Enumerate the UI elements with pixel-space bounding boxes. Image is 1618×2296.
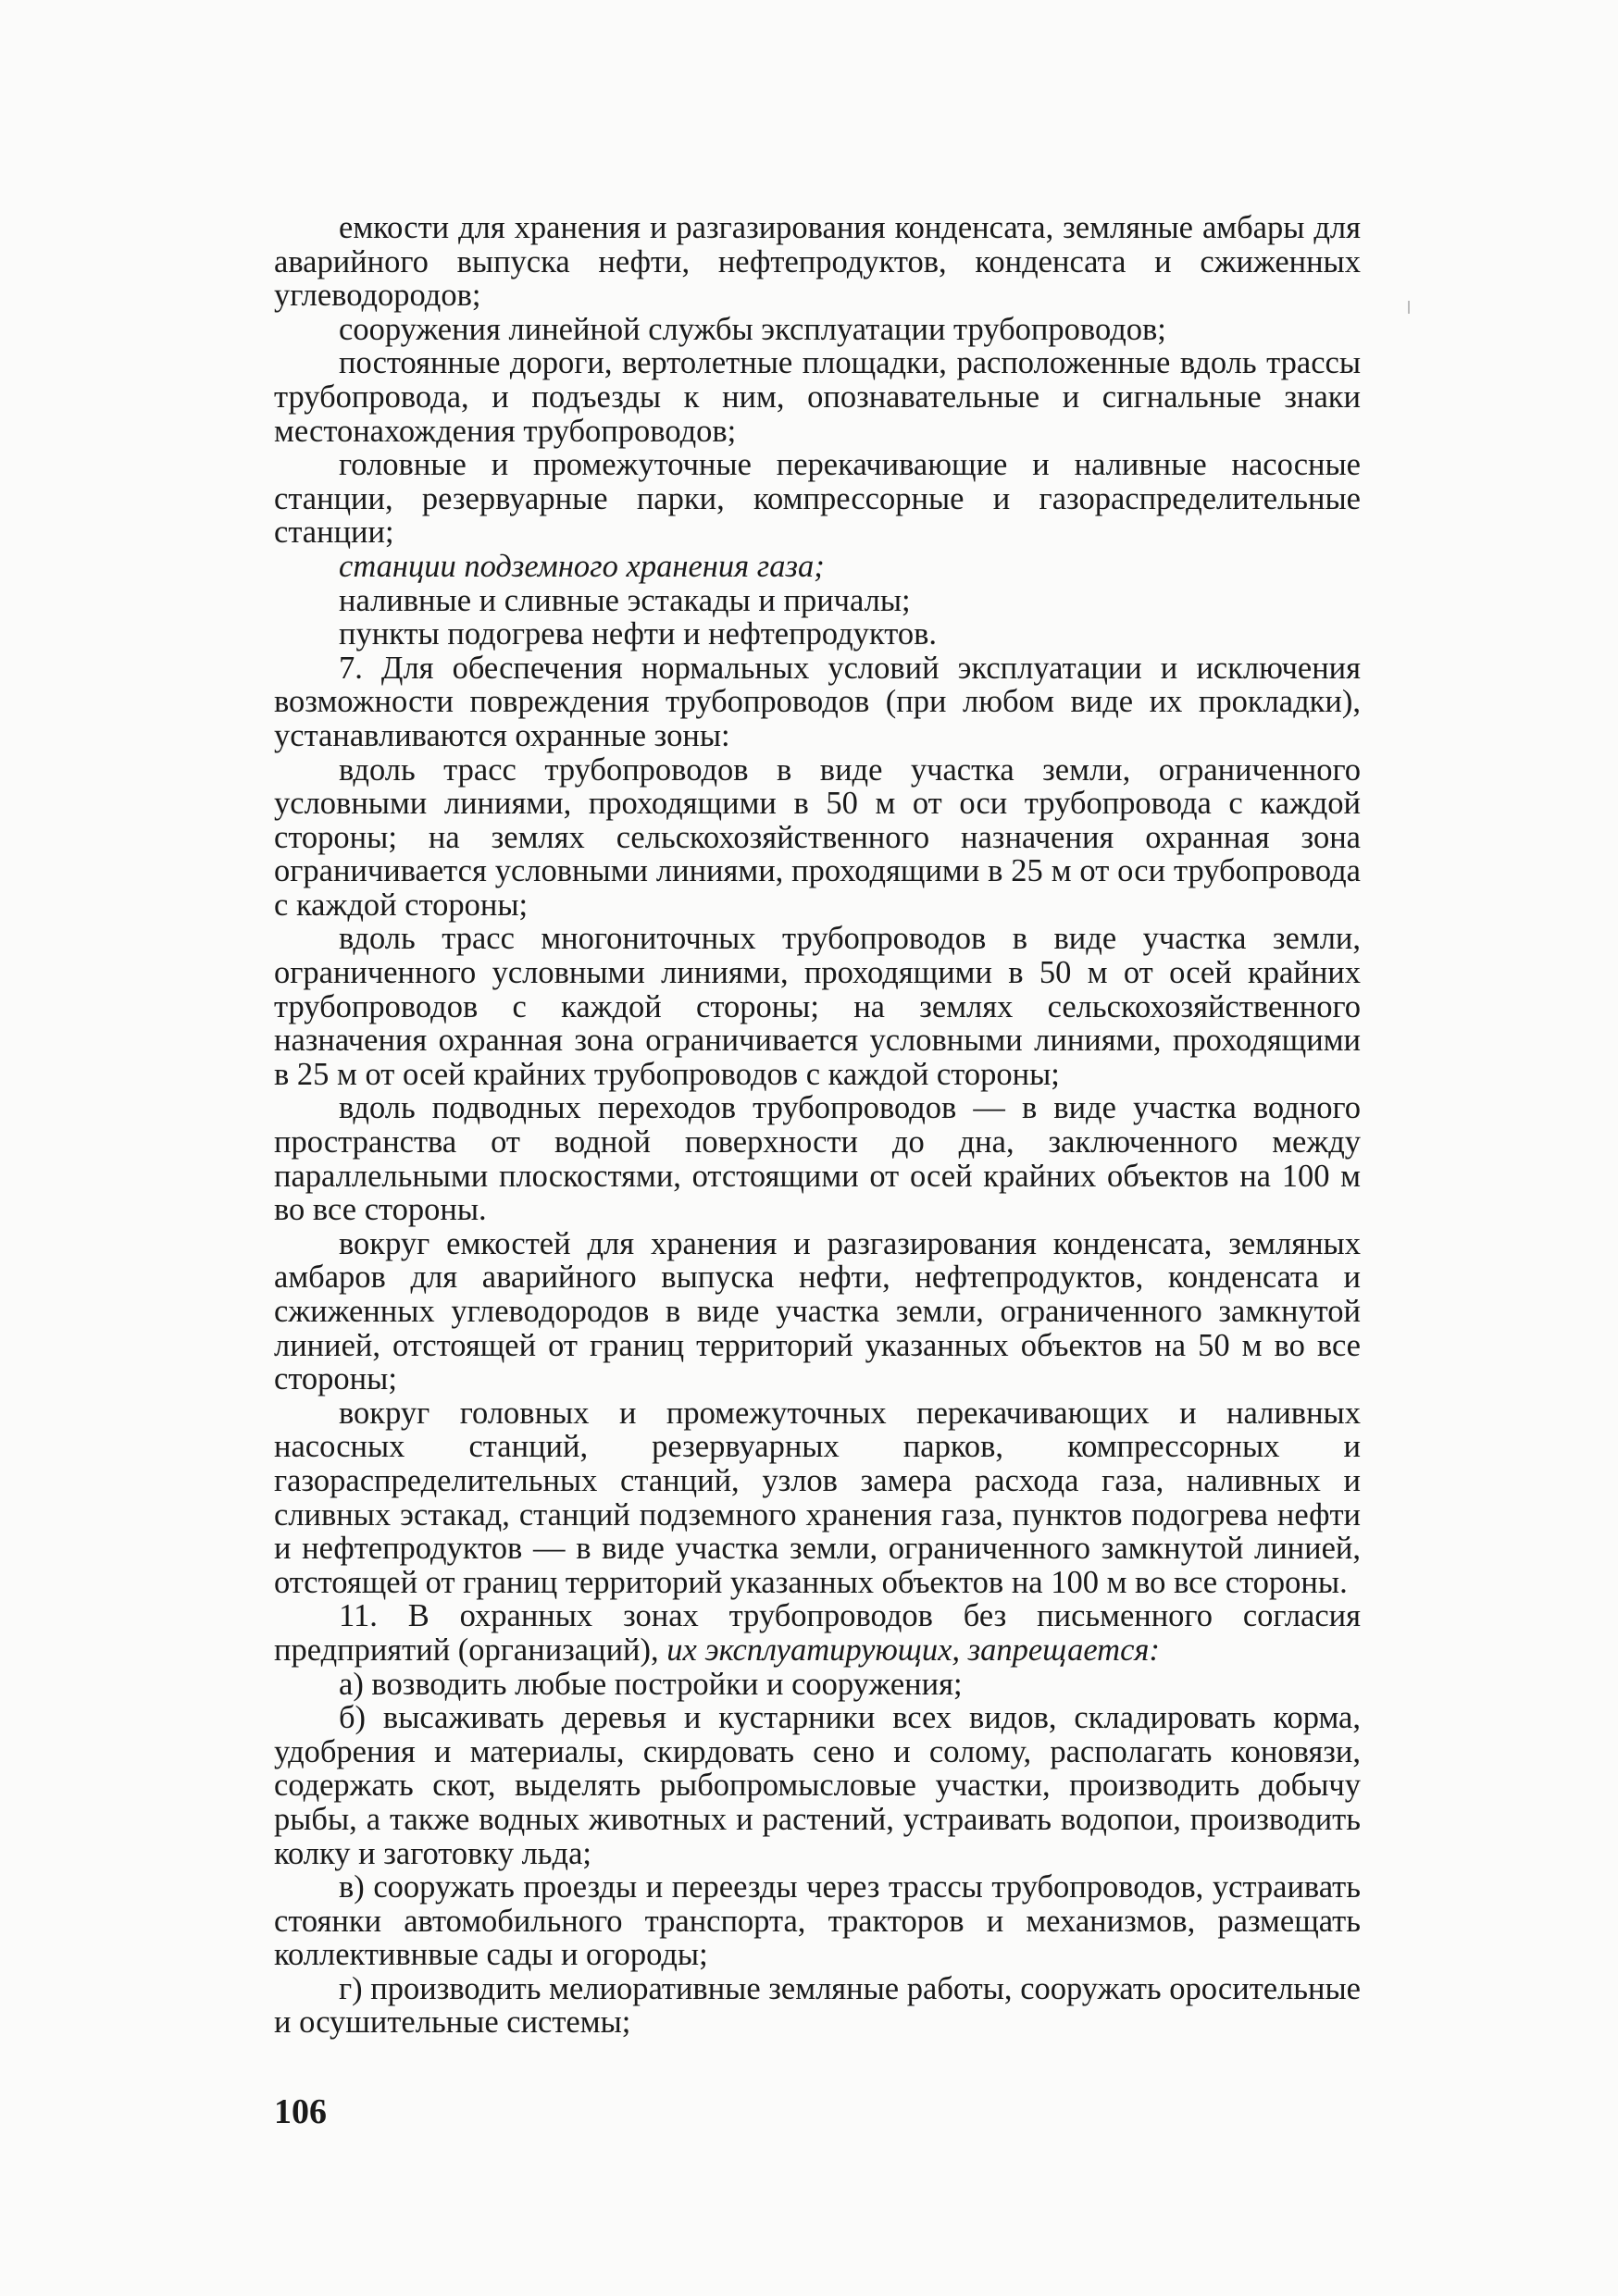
paragraph-b: б) высаживать деревья и кустарники всех видов, складировать корма, удобрения и материалы, скирдовать сено и солому, располагать коновязи, содержать скот, выделять рыбопромысловые участки, производить добычу рыбы, а также водных животных и растений, устраивать водопои, производить колку и заготовку льда; <box>274 1700 1361 1871</box>
paragraph-dorogi: постоянные дороги, вертолетные площадки, расположенные вдоль трассы трубопровода, и подъезды к ним, опознавательные и сигнальные знаки местонахождения трубопроводов; <box>274 345 1361 449</box>
paragraph-a: а) возводить любые постройки и сооружения; <box>339 1666 963 1702</box>
paragraph-vokrug-golovnyh: вокруг головных и промежуточных перекачивающих и наливных насосных станций, резервуарных парков, компрессорных и газораспределительных станций, узлов замера расхода газа, наливных и сливных эстакад, станций подземного хранения газа, пунктов подогрева нефти и нефтепродуктов — в виде участка земли, ограниченного замкнутой линией, отстоящей от границ территорий указанных объектов на 100 м во все стороны. <box>274 1395 1361 1600</box>
paragraph-11-plain: 11. В охранных зонах трубопроводов без письменного согласия предприятий (организаций), <box>274 1598 1361 1668</box>
paragraph-11-italic: их эксплуатирующих, запрещается: <box>666 1632 1160 1668</box>
paragraph-podzemnoe: станции подземного хранения газа; <box>339 548 825 584</box>
paragraph-estakady: наливные и сливные эстакады и причалы; <box>339 582 911 618</box>
paragraph-vdol-trass: вдоль трасс трубопроводов в виде участка земли, ограниченного условными линиями, проходящими в 50 м от оси трубопровода с каждой стороны; на землях сельскохозяйственного назначения охранная зона ограничивается условными линиями, проходящими в 25 м от оси трубопровода с каждой стороны; <box>274 751 1361 923</box>
paragraph-11 <box>274 1599 1361 1667</box>
paragraph-podvodnyh: вдоль подводных переходов трубопроводов — в виде участка водного пространства от водной поверхности до дна, заключенного между параллельными плоскостями, отстоящими от осей крайних объектов на 100 м во все стороны. <box>274 1090 1361 1228</box>
paragraph-emkosti: емкости для хранения и разгазирования конденсата, земляные амбары для аварийного выпуска нефти, нефтепродуктов, конденсата и сжиженных углеводородов; <box>274 210 1361 314</box>
paragraph-7: 7. Для обеспечения нормальных условий эксплуатации и исключения возможности повреждения трубопроводов (при любом виде их прокладки), устанавливаются охранные зоны: <box>274 650 1361 753</box>
paragraph-punkty: пункты подогрева нефти и нефтепродуктов. <box>339 616 937 652</box>
paragraph-mnogonitochnyh: вдоль трасс многониточных трубопроводов в виде участка земли, ограниченного условными линиями, проходящими в 50 м от осей крайних трубопроводов с каждой стороны; на землях сельскохозяйственного назначения охранная зона ограничивается условными линиями, проходящими в 25 м от осей крайних трубопроводов с каждой стороны; <box>274 921 1361 1092</box>
page-number: 106 <box>274 2092 327 2131</box>
paragraph-vokrug-emkostey: вокруг емкостей для хранения и разгазирования конденсата, земляных амбаров для аварийного выпуска нефти, нефтепродуктов, конденсата и сжиженных углеводородов в виде участка земли, ограниченного замкнутой линией, отстоящей от границ территорий указанных объектов на 50 м во все стороны; <box>274 1225 1361 1397</box>
body-text <box>274 211 1361 2040</box>
paragraph-stancii: головные и промежуточные перекачивающие и наливные насосные станции, резервуарные парки, компрессорные и газораспределительные станции; <box>274 447 1361 551</box>
paragraph-v: в) сооружать проезды и переезды через трассы трубопроводов, устраивать стоянки автомобильного транспорта, тракторов и механизмов, размещать коллективнвые сады и огороды; <box>274 1869 1361 1973</box>
paragraph-sooruzheniya: сооружения линейной службы эксплуатации трубопроводов; <box>339 311 1166 347</box>
scan-speck <box>1408 301 1410 314</box>
paragraph-g: г) производить мелиоративные земляные работы, сооружать оросительные и осушительные системы; <box>274 1970 1361 2041</box>
